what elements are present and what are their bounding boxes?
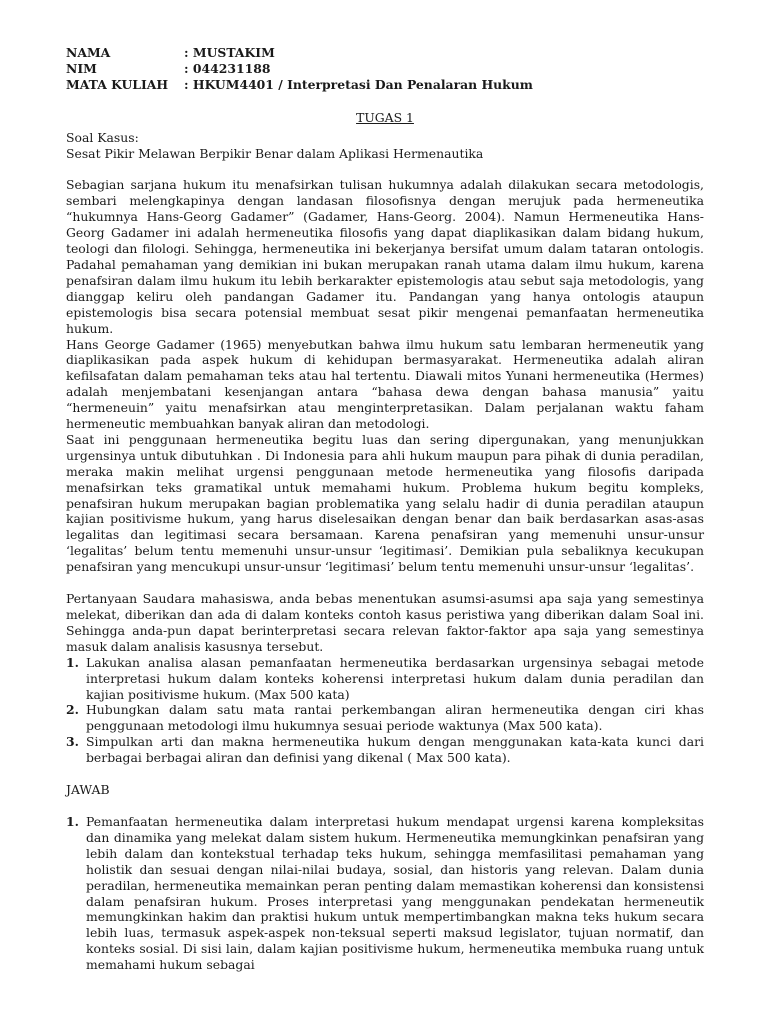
header-nama xyxy=(66,45,704,61)
question-number: 2. xyxy=(66,702,79,718)
soal-title: Sesat Pikir Melawan Berpikir Benar dalam Aplikasi Hermenautika xyxy=(66,145,484,161)
case-paragraph: Hans George Gadamer (1965) menyebutkan bahwa ilmu hukum satu lembaran hermeneutik yang diaplikasikan pada aspek hukum di kehidupan bermasyarakat. Hermeneutika adalah aliran kefilsafatan dalam pemahaman teks atau hal tertentu. Diawali mitos Yunani hermeneutika (Hermes) adalah menjembatani kesenjangan antara “bahasa dewa dengan bahasa manusia” yaitu “hermeneuin” yaitu menafsirkan atau menginterpretasikan. Dalam perjalanan waktu faham hermeneutic membuahkan banyak aliran dan metodologi. xyxy=(66,336,704,432)
nim-label: NIM xyxy=(66,60,97,76)
mata-kuliah-label: MATA KULIAH xyxy=(66,76,169,92)
answer-number: 1. xyxy=(66,813,79,829)
soal-label: Soal Kasus: xyxy=(66,129,139,145)
case-paragraph: Saat ini penggunaan hermeneutika begitu luas dan sering dipergunakan, yang menunjukkan urgensinya untuk dibutuhkan . Di Indonesia para ahli hukum maupun para pihak di dunia peradilan, meraka makin melihat urgensi penggunaan metode hermeneutika yang filosofis daripada menafsirkan teks gramatikal untuk memahami hukum. Problema hukum begitu kompleks, penafsiran hukum merupakan bagian problematika yang selalu hadir di dunia peradilan ataupun kajian positivisme hukum, yang harus diselesaikan dengan benar dan baik berdasarkan asas-asas legalitas dan legitimasi secara bersamaan. Karena penafsiran yang memenuhi unsur-unsur ‘legalitas’ belum tentu memenuhi unsur-unsur ‘legitimasi’. Demikian pula sebaliknya kecukupan penafsiran yang mencukupi unsur-unsur ‘legitimasi’ belum tentu memenuhi unsur-unsur ‘legalitas’. xyxy=(66,431,704,575)
question-text: Lakukan analisa alasan pemanfaatan hermeneutika berdasarkan urgensinya sebagai metode interpretasi hukum dalam konteks koherensi interpretasi hukum dalam dunia peradilan dan kajian positivisme hukum. (Max 500 kata) xyxy=(86,654,704,702)
header-nim xyxy=(66,61,704,77)
question-number: 3. xyxy=(66,734,79,750)
question-item xyxy=(66,655,704,703)
answer-item xyxy=(66,814,704,973)
question-item xyxy=(66,734,704,766)
header-mata-kuliah xyxy=(66,77,704,93)
case-paragraph: Sebagian sarjana hukum itu menafsirkan tulisan hukumnya adalah dilakukan secara metodologis, sembari melengkapinya dengan landasan filosofisnya dengan merujuk pada hermeneutika “hukumnya Hans-Georg Gadamer” (Gadamer, Hans-Georg. 2004). Namun Hermeneutika Hans-Georg Gadamer ini adalah hermeneutika filosofis yang dapat diaplikasikan dalam bidang hukum, teologi dan filologi. Sehingga, hermeneutika ini bekerjanya bersifat umum dalam tataran ontologis. Padahal pemahaman yang demikian ini bukan merupakan ranah utama dalam ilmu hukum, karena penafsiran dalam ilmu hukum itu lebih berkarakter epistemologis atau sebut saja metodologis, yang dianggap keliru oleh pandangan Gadamer itu. Pandangan yang hanya ontologis ataupun epistemologis bisa secara potensial membuat sesat pikir mengenai pemanfaatan hermeneutika hukum. xyxy=(66,177,704,336)
nama-value: : MUSTAKIM xyxy=(184,45,275,60)
jawab-label: JAWAB xyxy=(66,782,110,798)
question-intro: Pertanyaan Saudara mahasiswa, anda bebas menentukan asumsi-asumsi apa saja yang semestinya melekat, diberikan dan ada di dalam konteks contoh kasus peristiwa yang diberikan dalam Soal ini. Sehingga anda-pun dapat berinterpretasi secara relevan faktor-faktor apa saja yang semestinya masuk dalam analisis kasusnya tersebut. xyxy=(66,591,704,654)
mata-kuliah-value: : HKUM4401 / Interpretasi Dan Penalaran Hukum xyxy=(184,76,533,92)
nama-label: NAMA xyxy=(66,45,111,60)
answer-text: Pemanfaatan hermeneutika dalam interpretasi hukum mendapat urgensi karena kompleksitas dan dinamika yang melekat dalam sistem hukum. Hermeneutika memungkinkan penafsiran yang lebih dalam dan kontekstual terhadap teks hukum, sehingga memfasilitasi pemahaman yang holistik dan sesuai dengan nilai-nilai budaya, sosial, dan historis yang relevan. Dalam dunia peradilan, hermeneutika memainkan peran penting dalam memastikan koherensi dan konsistensi dalam penafsiran hukum. Proses interpretasi yang menggunakan pendekatan hermeneutik memungkinkan hakim dan praktisi hukum untuk mempertimbangkan makna teks hukum secara lebih luas, termasuk aspek-aspek non-teksual seperti maksud legislator, tujuan normatif, dan konteks sosial. Di sisi lain, dalam kajian positivisme hukum, hermeneutika membuka ruang untuk memahami hukum sebagai xyxy=(86,813,704,973)
document-title: TUGAS 1 xyxy=(356,109,414,125)
question-number: 1. xyxy=(66,654,79,670)
nim-value: : 044231188 xyxy=(184,60,271,76)
question-text: Hubungkan dalam satu mata rantai perkembangan aliran hermeneutika dengan ciri khas penggunaan metodologi ilmu hukumnya sesuai periode waktunya (Max 500 kata). xyxy=(86,702,704,734)
question-item xyxy=(66,702,704,734)
question-text: Simpulkan arti dan makna hermeneutika hukum dengan menggunakan kata-kata kunci dari berbagai berbagai aliran dan definisi yang dikenal ( Max 500 kata). xyxy=(86,734,704,766)
